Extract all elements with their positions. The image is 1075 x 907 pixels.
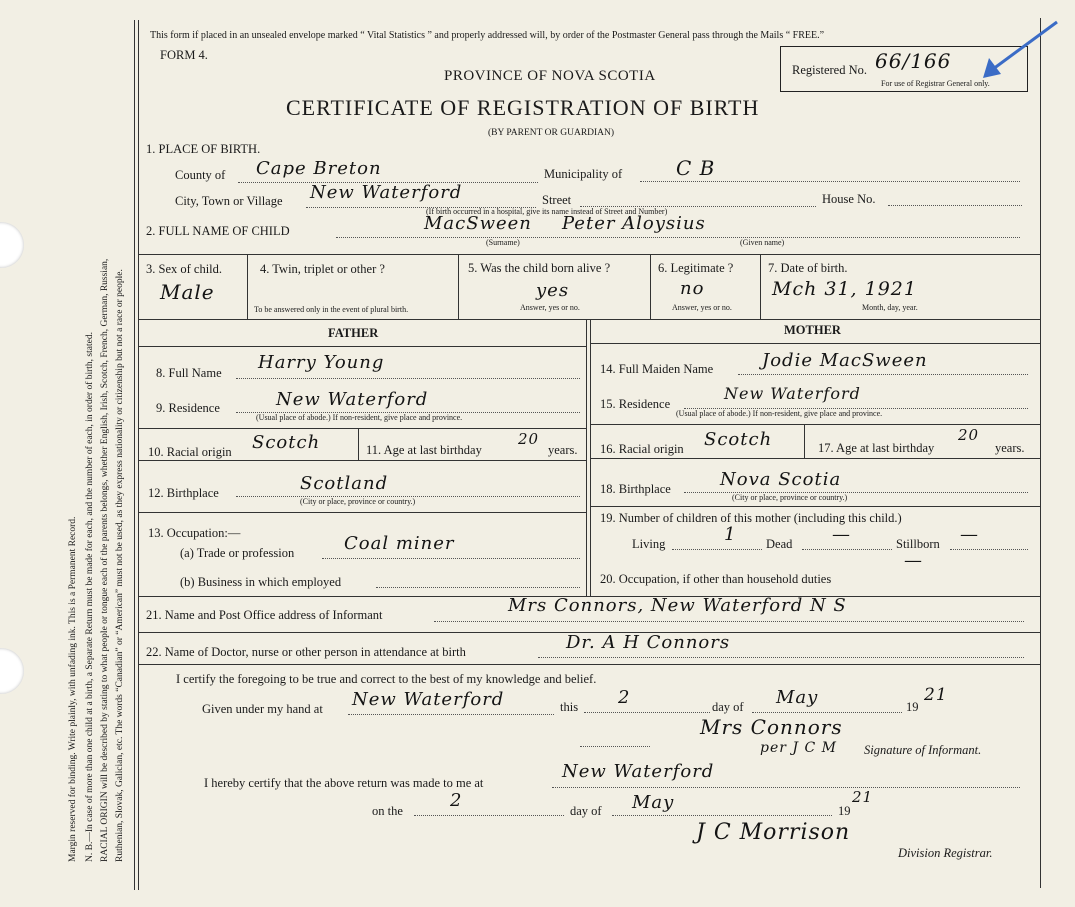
mother-header-line: [590, 343, 1040, 344]
father-birthplace-value: Scotland: [300, 473, 389, 494]
on-year-prefix: 19: [838, 804, 851, 818]
mother-birthplace-value: Nova Scotia: [720, 469, 842, 490]
trade-line: [322, 558, 580, 559]
hereby-label: I hereby certify that the above return was made to me at: [204, 776, 484, 790]
date-of-birth-note: Month, day, year.: [862, 303, 918, 312]
municipality-line: [640, 181, 1020, 182]
registrar-label: Division Registrar.: [898, 846, 993, 860]
day-line: [584, 712, 710, 713]
house-line: [888, 205, 1022, 206]
margin-note-3: RACIAL ORIGIN will be described by stating to what people or tongue each of the parents belongs, whether English, Irish, Scotch, French, German, Russian,: [100, 258, 110, 862]
signature-line: [580, 746, 650, 747]
registered-number: 66/166: [875, 49, 952, 73]
occupation-label: 13. Occupation:—: [148, 526, 241, 540]
doctor-bottom-border: [138, 664, 1040, 665]
father-age-value: 20: [518, 430, 540, 448]
binding-hole: [0, 648, 24, 694]
child-surname: MacSween: [424, 213, 532, 234]
mother-row-line: [590, 506, 1040, 507]
date-of-birth-label: 7. Date of birth.: [768, 261, 848, 275]
registrar-use-note: For use of Registrar General only.: [881, 79, 990, 88]
father-residence-label: 9. Residence: [156, 401, 220, 415]
father-name-value: Harry Young: [258, 352, 385, 373]
child-name-line: [336, 237, 1020, 238]
father-age-label: 11. Age at last birthday: [366, 443, 482, 457]
stillborn-label: Stillborn: [896, 537, 940, 551]
informant-label: 21. Name and Post Office address of Informant: [146, 608, 383, 622]
on-day-value: 2: [450, 790, 463, 811]
mother-age-label: 17. Age at last birthday: [818, 441, 935, 455]
doctor-label: 22. Name of Doctor, nurse or other person in attendance at birth: [146, 645, 466, 659]
parents-divider: [586, 319, 587, 596]
trade-label: (a) Trade or profession: [180, 546, 295, 560]
father-race-divider: [358, 428, 359, 460]
form-left-border: [134, 20, 135, 890]
given-place-value: New Waterford: [352, 689, 505, 710]
binding-hole: [0, 222, 24, 268]
twin-label: 4. Twin, triplet or other ?: [260, 262, 385, 276]
form-right-border: [1040, 18, 1041, 888]
dead-label: Dead: [766, 537, 793, 551]
mother-name-value: Jodie MacSween: [762, 350, 928, 371]
father-header-line: [138, 346, 586, 347]
mother-residence-value: New Waterford: [724, 384, 861, 403]
given-place-line: [348, 714, 554, 715]
on-year-suffix: 21: [852, 788, 874, 806]
father-residence-value: New Waterford: [276, 389, 429, 410]
signature-label: Signature of Informant.: [864, 743, 982, 757]
hereby-place-line: [552, 787, 1020, 788]
living-label: Living: [632, 537, 666, 551]
living-line: [672, 549, 762, 550]
legitimate-label: 6. Legitimate ?: [658, 261, 734, 275]
stillborn-line: [950, 549, 1028, 550]
row3-top-border: [138, 254, 1040, 255]
row3-divider: [458, 254, 459, 319]
county-value: Cape Breton: [256, 158, 382, 179]
business-label: (b) Business in which employed: [180, 575, 342, 589]
informant-value: Mrs Connors, New Waterford N S: [508, 595, 847, 616]
mother-residence-note: (Usual place of abode.) If non-resident, give place and province.: [676, 409, 883, 418]
alive-label: 5. Was the child born alive ?: [468, 261, 611, 275]
child-name-label: 2. FULL NAME OF CHILD: [146, 224, 290, 238]
father-row-line: [138, 512, 586, 513]
on-day-line: [414, 815, 564, 816]
father-birthplace-label: 12. Birthplace: [148, 486, 219, 500]
sex-label: 3. Sex of child.: [146, 262, 223, 276]
day-value: 2: [618, 687, 631, 708]
surname-note: (Surname): [486, 238, 520, 247]
house-label: House No.: [822, 192, 876, 206]
province-title: PROVINCE OF NOVA SCOTIA: [444, 68, 656, 84]
dead-line: [802, 549, 892, 550]
certificate-title: CERTIFICATE OF REGISTRATION OF BIRTH: [286, 95, 760, 120]
row3-divider: [760, 254, 761, 319]
dead-value: —: [832, 524, 851, 545]
city-label: City, Town or Village: [175, 194, 283, 208]
business-line: [376, 587, 580, 588]
hospital-note: (If birth occurred in a hospital, give its name instead of Street and Number): [426, 207, 668, 216]
county-label: County of: [175, 168, 226, 182]
on-day-of-label: day of: [570, 804, 602, 818]
mother-race-label: 16. Racial origin: [600, 442, 684, 456]
mother-name-label: 14. Full Maiden Name: [600, 362, 714, 376]
mother-race-value: Scotch: [704, 429, 773, 450]
mother-row-line: [590, 424, 1040, 425]
form-left-border-inner: [138, 20, 139, 890]
given-name-note: (Given name): [740, 238, 785, 247]
given-under-label: Given under my hand at: [202, 702, 323, 716]
legitimate-value: no: [680, 278, 705, 299]
sex-value: Male: [160, 280, 215, 304]
street-label: Street: [542, 193, 572, 207]
on-the-label: on the: [372, 804, 403, 818]
certify-statement: I certify the foregoing to be true and correct to the best of my knowledge and belief.: [176, 672, 597, 686]
alive-note: Answer, yes or no.: [520, 303, 580, 312]
mother-occupation-label: 20. Occupation, if other than household duties: [600, 572, 832, 586]
year-suffix: 21: [924, 685, 948, 705]
municipality-label: Municipality of: [544, 167, 623, 181]
margin-note-4: Ruthenian, Slovak, Galician, etc. The words “Canadian” or “American” must not be used, as they express nationality or citizenship but not a race or people.: [115, 269, 125, 862]
mother-residence-label: 15. Residence: [600, 397, 671, 411]
father-name-label: 8. Full Name: [156, 366, 222, 380]
on-month-line: [612, 815, 832, 816]
mother-heading: MOTHER: [784, 323, 841, 337]
city-value: New Waterford: [310, 182, 463, 203]
doctor-line: [538, 657, 1024, 658]
child-given-name: Peter Aloysius: [562, 213, 706, 234]
margin-note-2: N. B.—In case of more than one child at a birth, a Separate Return must be made for each, and the number of each, in order of birth, stated.: [85, 332, 95, 862]
row3-divider: [247, 254, 248, 319]
this-label: this: [560, 700, 579, 714]
father-residence-note: (Usual place of abode.) If non-resident, give place and province.: [256, 413, 463, 422]
mother-row-line: [590, 458, 1040, 459]
doctor-value: Dr. A H Connors: [566, 632, 731, 653]
father-birthplace-note: (City or place, province or country.): [300, 497, 416, 506]
row3-bottom-border: [138, 319, 1040, 320]
day-of-label: day of: [712, 700, 744, 714]
father-race-value: Scotch: [252, 432, 321, 453]
form-number: FORM 4.: [160, 48, 208, 62]
registered-label: Registered No.: [792, 63, 867, 77]
postal-notice: This form if placed in an unsealed envelope marked “ Vital Statistics ” and properly addressed will, by order of the Postmaster General pass through the Mails “ FREE.”: [150, 30, 825, 41]
mother-birthplace-label: 18. Birthplace: [600, 482, 671, 496]
certificate-subtitle: (BY PARENT OR GUARDIAN): [488, 128, 615, 138]
margin-note-1: Margin reserved for binding. Write plainly, with unfading ink. This is a Permanent Record.: [68, 516, 78, 862]
row3-divider: [650, 254, 651, 319]
mother-name-line: [738, 374, 1028, 375]
mother-age-value: 20: [958, 426, 980, 444]
legitimate-note: Answer, yes or no.: [672, 303, 732, 312]
twin-note: To be answered only in the event of plural birth.: [254, 305, 409, 314]
registrar-signature: J C Morrison: [696, 820, 851, 845]
father-row-line: [138, 428, 586, 429]
living-value: 1: [724, 524, 737, 545]
father-name-line: [236, 378, 580, 379]
informant-line: [434, 621, 1024, 622]
stillborn-value: —: [960, 524, 979, 545]
informant-signature: Mrs Connors: [700, 715, 843, 739]
on-month-value: May: [632, 792, 675, 813]
municipality-value: C B: [676, 156, 716, 180]
father-heading: FATHER: [328, 326, 379, 340]
date-of-birth-value: Mch 31, 1921: [772, 278, 917, 300]
mother-age-years: years.: [995, 441, 1025, 455]
children-count-label: 19. Number of children of this mother (including this child.): [600, 511, 902, 525]
arrow-icon: [975, 18, 1065, 88]
section-place-of-birth: 1. PLACE OF BIRTH.: [146, 142, 261, 156]
year-prefix: 19: [906, 700, 919, 714]
father-race-label: 10. Racial origin: [148, 445, 232, 459]
father-row-line: [138, 460, 586, 461]
father-age-years: years.: [548, 443, 578, 457]
occupation-mother-value: —: [904, 550, 923, 571]
hereby-place-value: New Waterford: [562, 761, 715, 782]
mother-race-divider: [804, 424, 805, 458]
mother-birthplace-note: (City or place, province or country.): [732, 493, 848, 502]
trade-value: Coal miner: [344, 533, 455, 554]
signature-per: per J C M: [760, 740, 837, 756]
month-value: May: [776, 687, 819, 708]
month-line: [752, 712, 902, 713]
alive-value: yes: [536, 280, 570, 301]
